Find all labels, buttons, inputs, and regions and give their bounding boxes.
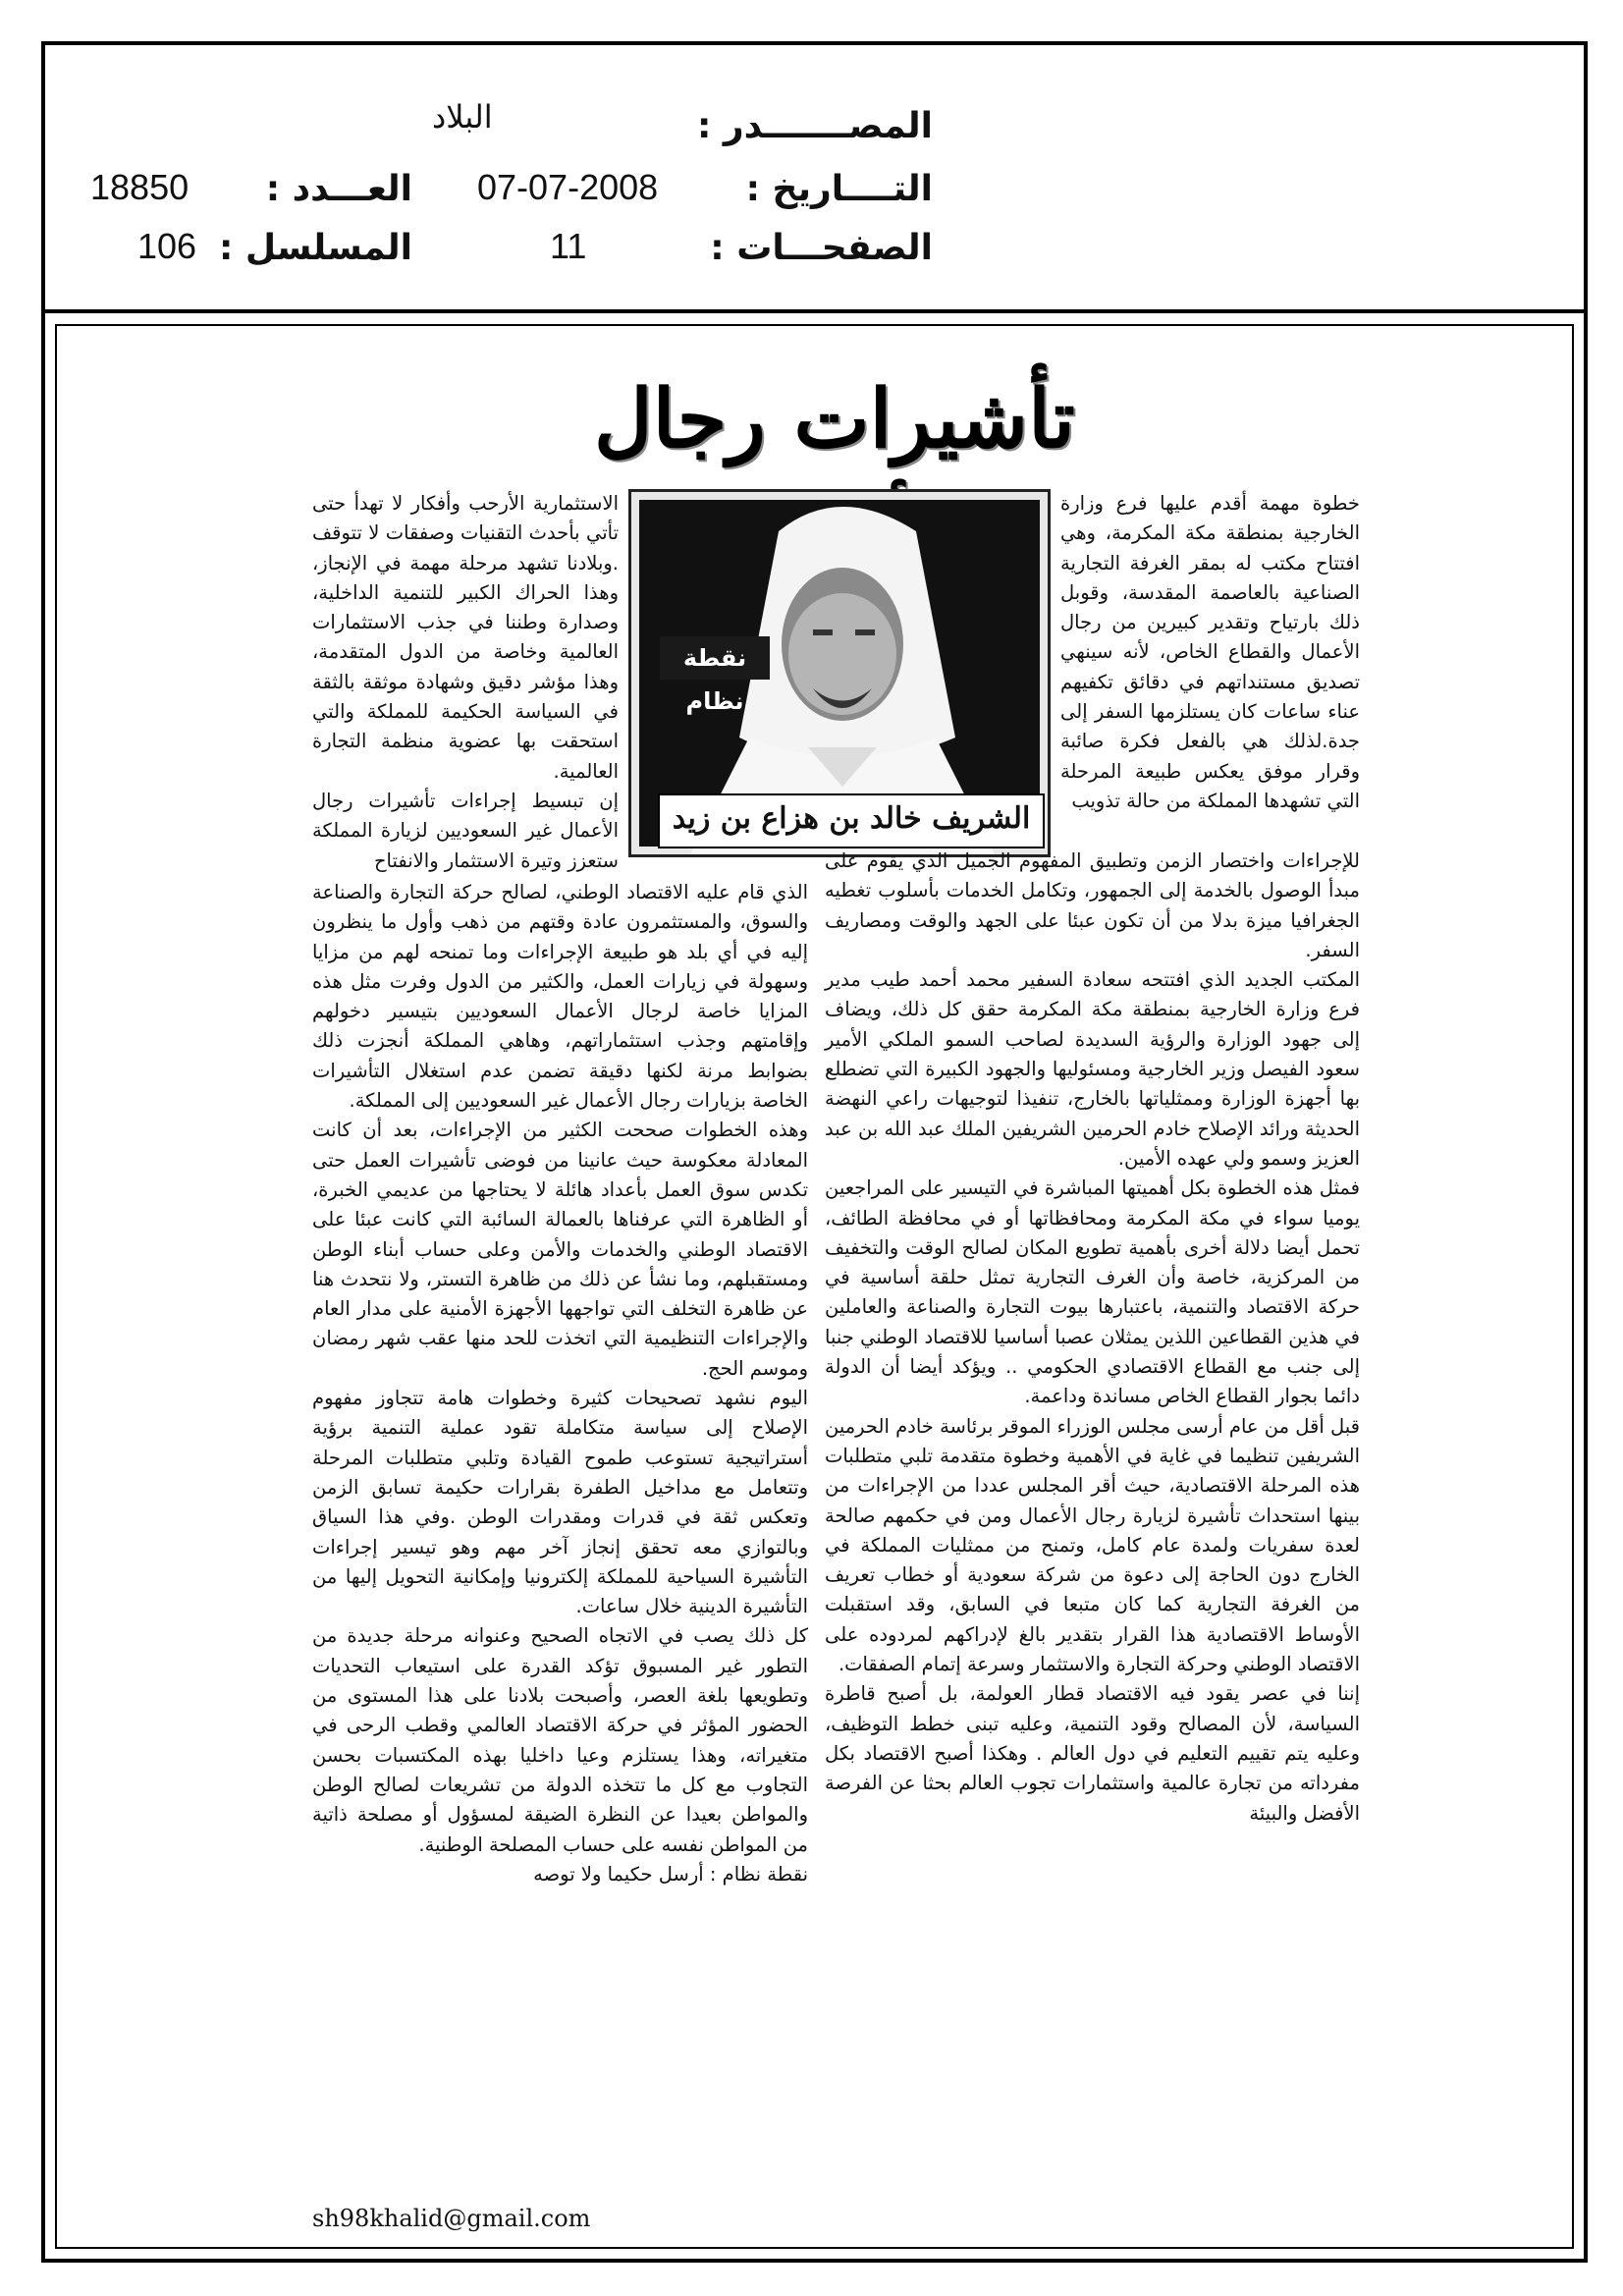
- source-value: البلاد: [432, 98, 493, 136]
- column-left: الذي قام عليه الاقتصاد الوطني، لصالح حركة التجارة والصناعة والسوق، والمستثمرون عادة وقتهم من ذهب وأول ما ينظرون إليه في أي بلد هو طبيعة الإجراءات وما تمنحه لهم من مزايا وسهولة في زيارات العمل، والكثير من الدول وفرت مثل هذه المزايا خاصة لرجال الأعمال السعوديين بتيسير دخولهم وإقامتهم وجذب استثماراتهم، وهاهي المملكة أنجزت ذلك بضوابط مرنة لكنها دقيقة تضمن عدم استغلال التأشيرات الخاصة بزيارات رجال الأعمال غير السعوديين إلى المملكة. وهذه الخطوات صححت الكثير من الإجراءات، بعد أن كانت المعادلة معكوسة حيث عانينا من فوضى تأشيرات العمل حتى تكدس سوق العمل بأعداد هائلة لا يحتاجها من عديمي الخبرة، أو الظاهرة التي عرفناها بالعمالة السائبة التي كانت عبئا على الاقتصاد الوطني والخدمات والأمن وعلى حساب أبناء الوطن ومستقبلهم، وما نشأ عن ذلك من ظاهرة التستر، ولا نتحدث هنا عن ظاهرة التخلف التي تواجهها الأجهزة الأمنية على مدار العام والإجراءات التنظيمية التي اتخذت للحد منها عقب شهر رمضان وموسم الحج. اليوم نشهد تصحيحات كثيرة وخطوات هامة تتجاوز مفهوم الإصلاح إلى سياسة متكاملة تقود عملية التنمية برؤية أستراتيجية تستوعب طموح القيادة وتلبي متطلبات المرحلة وتتعامل مع مداخيل الطفرة بقرارات حكيمة تسابق الزمن وتعكس ثقة في قدرات ومقدرات الوطن .وفي هذا السياق وبالتوازي معه تحقق إنجاز آخر مهم وهو تيسير إجراءات التأشيرة السياحية للمملكة إلكترونيا وإمكانية التحويل إليها من التأشيرة الدينية خلال ساعات. كل ذلك يصب في الاتجاه الصحيح وعنوانه مرحلة جديدة من التطور غير المسبوق تؤكد القدرة على استيعاب التحديات وتطويعها بلغة العصر، وأصبحت بلادنا على هذا المستوى من الحضور المؤثر في حركة الاقتصاد العالمي وقطب الرحى في متغيراته، وهذا يستلزم وعيا داخليا بهذه المكتسبات بحسن التجاوب مع كل ما تتخذه الدولة من تشريعات لصالح الوطن والمواطن بعيدا عن النظرة الضيقة لمسؤول أو مصلحة ذاتية من المواطن نفسه على حساب المصلحة الوطنية. نقطة نظام : أرسل حكيما ولا توصه: [312, 881, 808, 1886]
- column-tag-badge: نقطة نظام: [660, 636, 770, 680]
- column-right-top: خطوة مهمة أقدم عليها فرع وزارة الخارجية بمنطقة مكة المكرمة، وهي افتتاح مكتب له بمقر الغرفة التجارية الصناعية بالعاصمة المقدسة، وقوبل ذلك بارتياح وتقدير كبيرين من رجال الأعمال والقطاع الخاص، لأنه سينهي تصديق مستنداتهم في دقائق تكفيهم عناء ساعات كان يستلزمها السفر إلى جدة.لذلك هي بالفعل فكرة صائبة وقرار موفق يعكس طبيعة المرحلة التي تشهدها المملكة من حالة تذويب: [1060, 492, 1360, 812]
- pages-value: 11: [550, 226, 587, 266]
- issue-value: 18850: [90, 167, 189, 207]
- photo-caption: الشريف خالد بن هزاع بن زيد: [658, 793, 1045, 848]
- date-value: 07-07-2008: [477, 167, 659, 207]
- date-label: التــــاريخ :: [745, 169, 933, 209]
- source-label: المصـــــــدر :: [696, 106, 933, 146]
- column-right: للإجراءات واختصار الزمن وتطبيق المفهوم الجميل الذي يقوم على مبدأ الوصول بالخدمة إلى الجمهور، وتكامل الخدمات بأسلوب تغطيه الجغرافيا ميزة بدلا من أن تكون عبئا على الجهد والوقت ومصاريف السفر. المكتب الجديد الذي افتتحه سعادة السفير محمد أحمد طيب مدير فرع وزارة الخارجية بمنطقة مكة المكرمة حقق كل ذلك، ويضاف إلى جهود الوزارة والرؤية السديدة لصاحب السمو الملكي الأمير سعود الفيصل وزير الخارجية ومسئوليها والجهود الكبيرة التي تضطلع بها أجهزة الوزارة وممثلياتها بالخارج، تنفيذا لتوجيهات راعي النهضة الحديثة ورائد الإصلاح خادم الحرمين الشريفين الملك عبد الله بن عبد العزيز وسمو ولي عهده الأمين. فمثل هذه الخطوة بكل أهميتها المباشرة في التيسير على المراجعين يوميا سواء في مكة المكرمة ومحافظاتها أو في محافظة الطائف، تحمل أيضا دلالة أخرى بأهمية تطويع المكان لصالح الوقت والتخفيف من المركزية، خاصة وأن الغرف التجارية تمثل حلقة أساسية في حركة الاقتصاد والتنمية، باعتبارها بيوت التجارة والصناعة والعاملين في هذين القطاعين اللذين يمثلان عصبا أساسيا للاقتصاد الوطني جنبا إلى جنب مع القطاع الاقتصادي الحكومي .. ويؤكد أيضا أن الدولة دائما بجوار القطاع الخاص مساندة وداعمة. قبل أقل من عام أرسى مجلس الوزراء الموقر برئاسة خادم الحرمين الشريفين تنظيما في غاية في الأهمية وخطوة متقدمة تلبي متطلبات هذه المرحلة الاقتصادية، حيث أقر المجلس عددا من الإجراءات من بينها استحداث تأشيرة لزيارة رجال الأعمال ومن في حكمهم صالحة لعدة سفريات ولمدة عام كامل، وتمنح من ممثليات المملكة في الخارج دون الحاجة إلى دعوة من شركة سعودية أو خطاب تعريف من الغرفة التجارية كما كان متبعا في السابق، وقد استقبلت الأوساط الاقتصادية هذا القرار بتقدير بالغ لإدراكهم لمردوده على الاقتصاد الوطني وحركة التجارة والاستثمار وسرعة إتمام الصفقات. إننا في عصر يقود فيه الاقتصاد قطار العولمة، بل أصبح قاطرة السياسة، لأن المصالح وقود التنمية، وعليه تبنى خطط التوظيف، وعليه يتم تقييم التعليم في دول العالم . وهكذا أصبح الاقتصاد بكل مفرداته من تجارة عالمية واستثمارات تجوب العالم بحثا عن الفرصة الأفضل والبيئة: [825, 849, 1360, 1825]
- article-headline: تأشيرات رجال: [594, 372, 1075, 466]
- issue-label: العـــدد :: [265, 169, 412, 209]
- header-rule: [43, 309, 1586, 313]
- serial-value: 106: [137, 226, 197, 266]
- serial-label: المسلسل :: [218, 228, 412, 268]
- author-email: sh98khalid@gmail.com: [312, 2205, 591, 2232]
- column-left-top: الاستثمارية الأرحب وأفكار لا تهدأ حتى تأتي بأحدث التقنيات وصفقات لا تتوقف .وبلادنا تشهد مرحلة مهمة في الإنجاز، وهذا الحراك الكبير للتنمية الداخلية، وصدارة وطننا في جذب الاستثمارات العالمية وخاصة من الدول المتقدمة، وهذا مؤشر دقيق وشهادة موثقة بالثقة في السياسة الحكيمة للمملكة والتي استحقت بها عضوية منظمة التجارة العالمية. إن تبسيط إجراءات تأشيرات رجال الأعمال غير السعوديين لزيارة المملكة ستعزز وتيرة الاستثمار والانفتاح: [312, 492, 619, 872]
- pages-label: الصفحـــات :: [710, 228, 933, 268]
